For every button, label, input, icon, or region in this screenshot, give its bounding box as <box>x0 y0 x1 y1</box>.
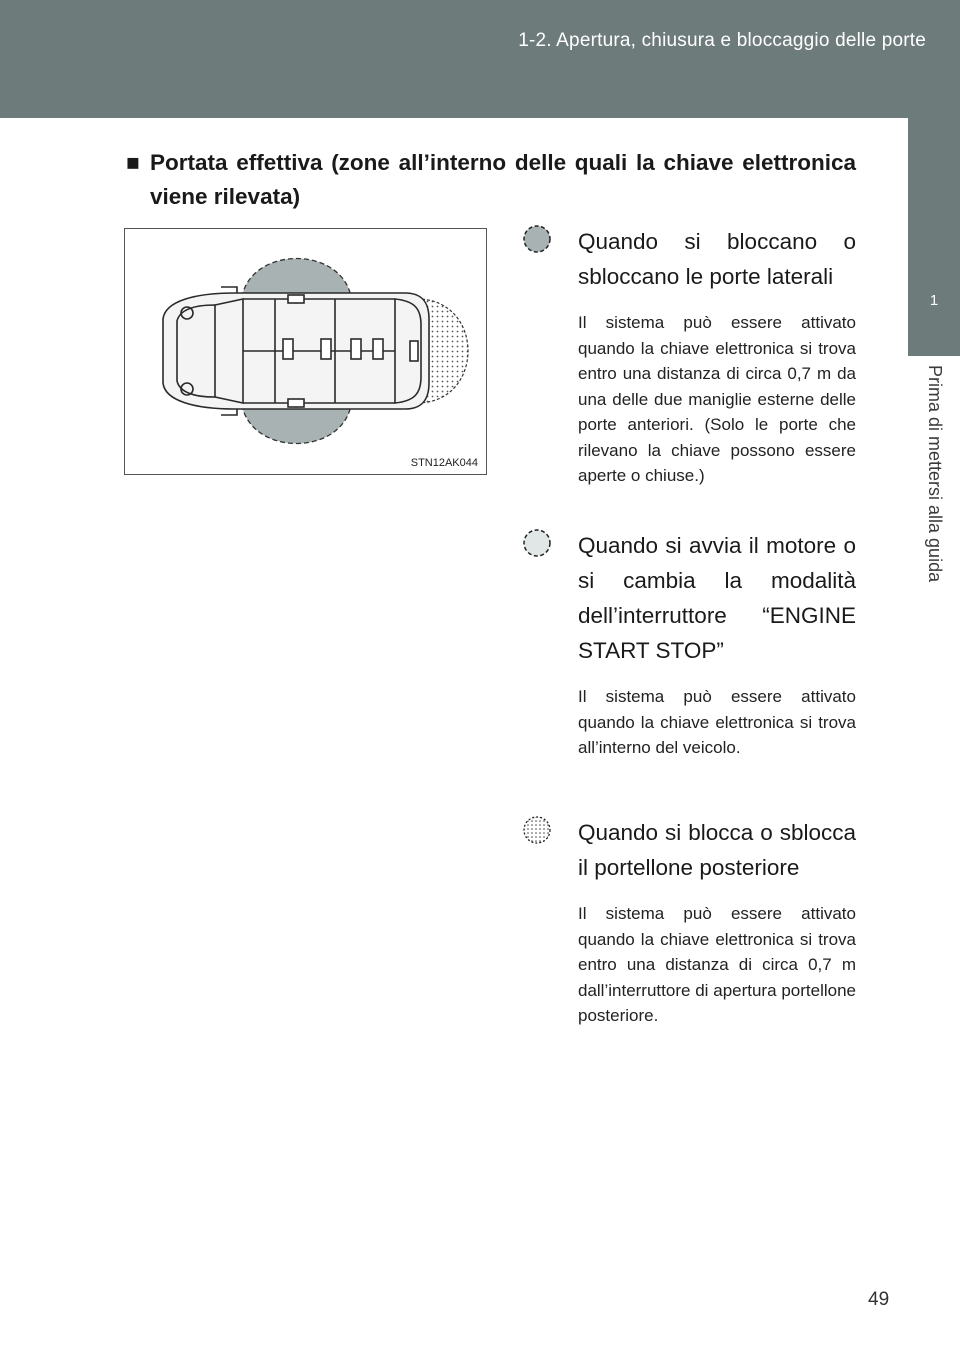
dark-dashed-circle-icon <box>522 224 552 254</box>
zone-title: Quando si bloccano o sbloccano le porte laterali <box>578 229 856 289</box>
vehicle-top-view-illustration <box>125 229 486 474</box>
chapter-tab <box>908 118 960 356</box>
light-dashed-circle-icon <box>522 528 552 558</box>
square-bullet-icon: ■ <box>126 150 140 175</box>
zone-item-side-doors <box>522 224 856 489</box>
chapter-number: 1 <box>929 292 939 309</box>
zone-description: Il sistema può essere attivato quando la chiave elettronica si trova entro una distanza di circa 0,7 m dall’interruttore di apertura portellone posteriore. <box>578 904 856 1025</box>
section-heading <box>126 146 856 214</box>
vehicle-detection-figure <box>124 228 487 475</box>
page-number: 49 <box>868 1289 890 1310</box>
figure-code: STN12AK044 <box>410 457 478 469</box>
zone-item-back-door <box>522 815 856 1029</box>
zone-title: Quando si avvia il motore o si cambia la modalità dell’interruttore “ENGINE START STOP” <box>578 533 856 663</box>
section-header-title: 1-2. Apertura, chiusura e bloccaggio delle porte <box>518 30 926 51</box>
zone-item-engine-start <box>522 528 856 761</box>
zone-description: Il sistema può essere attivato quando la chiave elettronica si trova entro una distanza di circa 0,7 m da una delle due maniglie esterne delle porte anteriori. (Solo le porte che rilevano la chiave possono essere aperte o chiuse.) <box>578 313 856 485</box>
header-band <box>0 0 960 118</box>
chapter-label: Prima di mettersi alla guida <box>925 365 945 583</box>
zone-title: Quando si blocca o sblocca il portellone posteriore <box>578 820 856 880</box>
zone-description: Il sistema può essere attivato quando la chiave elettronica si trova all’interno del veicolo. <box>578 687 856 757</box>
dotted-circle-icon <box>522 815 552 845</box>
section-heading-text: Portata effettiva (zone all’interno delle quali la chiave elettronica viene rilevata) <box>150 150 856 209</box>
vehicle-outline <box>163 287 429 415</box>
